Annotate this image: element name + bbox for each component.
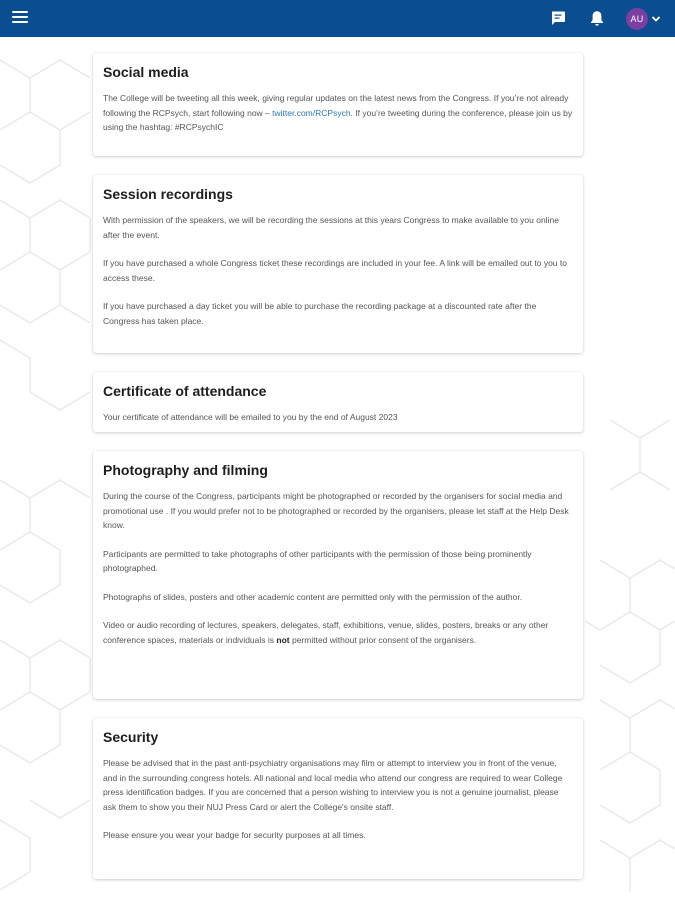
certificate-text: Your certificate of attendance will be emailed to you by the end of August 2023: [103, 412, 398, 422]
social-media-text-start: The College will be tweeting all this week, giving regular updates on the latest news from the Congress. If you’re not already following the RCPsych, start following now –: [103, 93, 569, 118]
recordings-paragraph-1: With permission of the speakers, we will be recording the sessions at this years Congress to make available to you online after the event.: [103, 215, 559, 240]
user-menu-button[interactable]: [626, 7, 661, 30]
menu-icon[interactable]: [12, 11, 28, 25]
bell-icon[interactable]: [589, 10, 605, 27]
photography-p4-end: permitted without prior consent of the organisers.: [289, 634, 477, 645]
top-app-bar: [0, 0, 675, 37]
social-media-text: [103, 91, 573, 135]
photography-paragraph-2: Participants are permitted to take photographs of other participants with the permission of those being prominently photographed.: [103, 548, 532, 573]
info-sections: [93, 53, 583, 898]
chat-icon[interactable]: [550, 10, 566, 26]
photography-p4-start: Video or audio recording of lectures, speakers, delegates, staff, exhibitions, venue, slides, posters, breaks or any other conference spaces, materials or individuals is: [103, 620, 549, 645]
chevron-down-icon[interactable]: [651, 15, 661, 23]
recordings-paragraph-3: If you have purchased a day ticket you will be able to purchase the recording package at a discounted rate after the Congress has taken place.: [103, 301, 537, 326]
twitter-link[interactable]: twitter.com/RCPsych: [272, 107, 351, 118]
social-media-title: Social media: [103, 64, 189, 80]
security-paragraph-1: Please be advised that in the past anti-psychiatry organisations may film or attempt to interview you in front of the venue, and in the surrounding congress hotels. All national and local media who attend our congress are required to wear College press identification badges. If you are concerned that a person wishing to interview you is not a genuine journalist, please ask them to show you their NUJ Press Card or alert the College's onsite staff.: [103, 758, 563, 812]
security-paragraph-2: Please ensure you wear your badge for security purposes at all times.: [103, 830, 366, 840]
photography-card: [93, 451, 583, 699]
photography-title: Photography and filming: [103, 462, 268, 478]
session-recordings-title: Session recordings: [103, 186, 233, 202]
certificate-title: Certificate of attendance: [103, 383, 267, 399]
photography-paragraph-1: During the course of the Congress, participants might be photographed or recorded by the organisers for social media and promotional use . If you would prefer not to be photographed or recorded by the organisers, please let staff at the Help Desk know.: [103, 491, 569, 530]
photography-paragraph-3: Photographs of slides, posters and other academic content are permitted only with the permission of the author.: [103, 591, 523, 602]
security-card: [93, 718, 583, 879]
social-media-text-end: . If you’re tweeting during the conference, please join us by using the hashtag: #RCPsychIC: [103, 107, 573, 132]
avatar[interactable]: AU: [626, 8, 648, 30]
certificate-card: [93, 372, 583, 432]
security-title: Security: [103, 729, 159, 745]
photography-p4-bold: not: [276, 634, 290, 645]
session-recordings-card: [93, 175, 583, 353]
recordings-paragraph-2: If you have purchased a whole Congress ticket these recordings are included in your fee. A link will be emailed out to you to access these.: [103, 258, 567, 283]
social-media-card: [93, 53, 583, 156]
photography-paragraph-4: [103, 618, 573, 647]
